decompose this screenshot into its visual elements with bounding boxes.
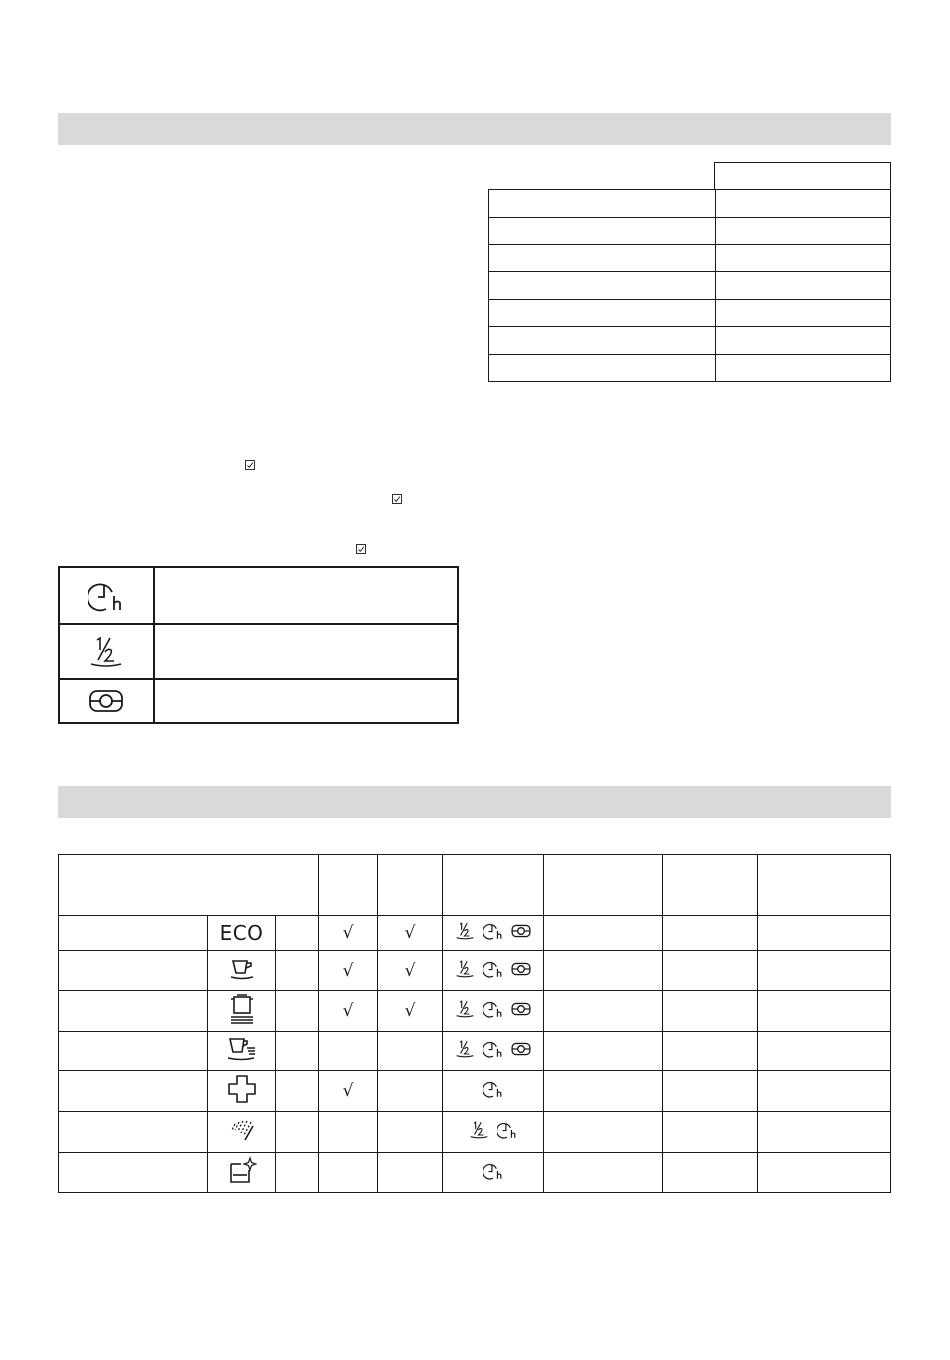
check-mark: √ (342, 923, 354, 943)
clock-h-icon (88, 578, 124, 614)
cup-icon (229, 956, 255, 982)
circle-bar-icon (88, 685, 124, 717)
check-mark: √ (404, 1001, 416, 1021)
section-2-header (58, 786, 891, 818)
rinse-icon (227, 1116, 257, 1144)
header-cell (378, 855, 443, 916)
checkbox-icon (392, 494, 402, 504)
spec-grid-row (488, 244, 891, 272)
clock-h-icon (483, 1039, 503, 1059)
option-row-extra (60, 680, 457, 722)
table-row (59, 951, 891, 991)
header-cell-options (443, 855, 544, 916)
spec-grid (488, 162, 890, 381)
cross-icon (227, 1074, 257, 1104)
pot-icon (228, 993, 256, 1025)
checkbox-icon (245, 460, 255, 470)
check-mark: √ (342, 1081, 354, 1101)
table-row (59, 991, 891, 1032)
checkbox-icon (356, 544, 366, 554)
circle-bar-icon (511, 922, 531, 940)
check-mark: √ (342, 1001, 354, 1021)
clock-h-icon (497, 1120, 517, 1140)
half-load-icon (455, 959, 475, 979)
table-row (59, 1032, 891, 1071)
header-cell (319, 855, 378, 916)
option-row-delay (60, 568, 457, 625)
half-load-icon (88, 634, 124, 670)
spec-grid-row (488, 272, 891, 300)
program-table (58, 854, 891, 1193)
table-row (59, 1153, 891, 1193)
spec-grid-row (488, 327, 891, 355)
table-row (59, 1071, 891, 1112)
spec-grid-row (488, 189, 891, 218)
clock-h-icon (483, 1079, 503, 1099)
cup-quick-icon (227, 1035, 257, 1063)
check-mark: √ (404, 923, 416, 943)
header-cell (663, 855, 758, 916)
spec-grid-row (488, 299, 891, 327)
option-row-half-load (60, 625, 457, 680)
header-cell (758, 855, 891, 916)
clock-h-icon (483, 1161, 503, 1181)
section-1-header (58, 113, 891, 145)
check-mark: √ (342, 960, 354, 981)
table-row (59, 916, 891, 951)
spec-grid-row (488, 217, 891, 245)
header-cell-program (59, 855, 319, 916)
clock-h-icon (483, 921, 503, 941)
table-row (59, 1112, 891, 1153)
spec-grid-row (488, 354, 891, 382)
header-cell (544, 855, 663, 916)
half-load-icon (469, 1120, 489, 1140)
clock-h-icon (483, 999, 503, 1019)
circle-bar-icon (511, 1040, 531, 1058)
circle-bar-icon (511, 1000, 531, 1018)
program-table-header (59, 855, 891, 916)
clock-h-icon (483, 959, 503, 979)
self-clean-icon (227, 1156, 257, 1186)
check-mark: √ (404, 960, 416, 981)
circle-bar-icon (511, 960, 531, 978)
options-table (58, 566, 459, 724)
half-load-icon (455, 999, 475, 1019)
half-load-icon (455, 1039, 475, 1059)
spec-grid-header-cell (714, 162, 891, 190)
eco-label: ECO (208, 916, 276, 951)
half-load-icon (455, 921, 475, 941)
